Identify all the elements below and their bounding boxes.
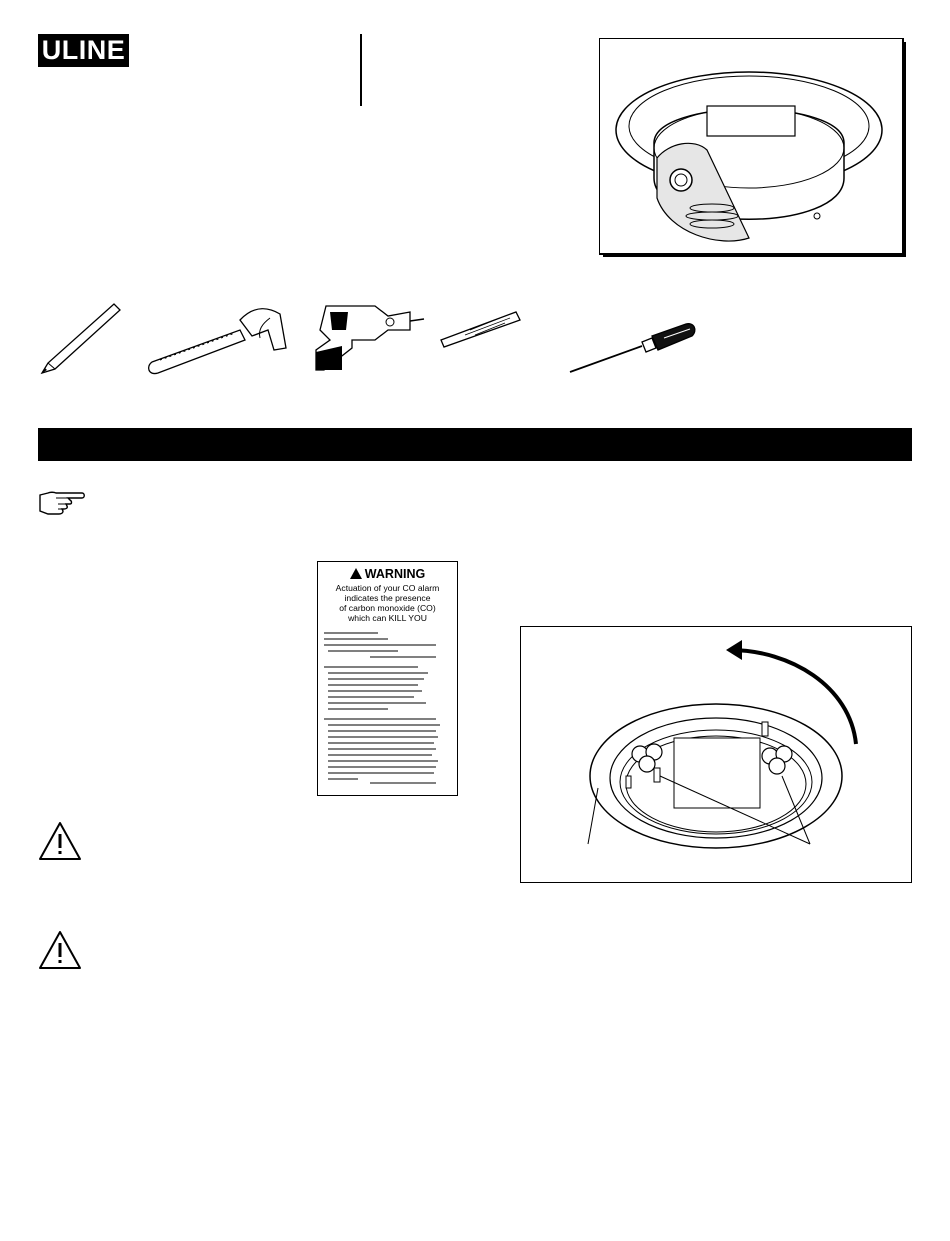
co-alarm-icon (599, 38, 908, 259)
warning-headline (318, 583, 457, 623)
screwdriver-icon (570, 324, 695, 372)
uline-logo: ULINE (38, 34, 129, 67)
drill-icon (316, 306, 424, 370)
header-divider (360, 34, 362, 106)
pointing-hand-icon (38, 489, 86, 515)
warning-headline-line: of carbon monoxide (CO) (339, 603, 436, 613)
pencil-icon (42, 304, 120, 373)
warning-label-card (317, 561, 458, 796)
tools-needed (30, 290, 730, 380)
warning-title-text: WARNING (364, 567, 426, 581)
drill-bit-icon (441, 312, 520, 347)
warning-headline-line: indicates the presence (344, 593, 431, 603)
product-illustration (599, 38, 908, 259)
section-header-bar (38, 428, 912, 461)
warning-triangle-icon (350, 568, 362, 579)
caution-triangle-icon (38, 821, 82, 861)
warning-title (318, 567, 457, 581)
warning-fine-print (318, 629, 457, 789)
hammer-icon (149, 309, 286, 374)
mounting-plate-icon (520, 626, 912, 883)
warning-headline-line: Actuation of your CO alarm (335, 583, 440, 593)
installation-illustration (520, 626, 912, 883)
caution-triangle-icon (38, 930, 82, 970)
warning-headline-line: which can KILL YOU (348, 613, 427, 623)
